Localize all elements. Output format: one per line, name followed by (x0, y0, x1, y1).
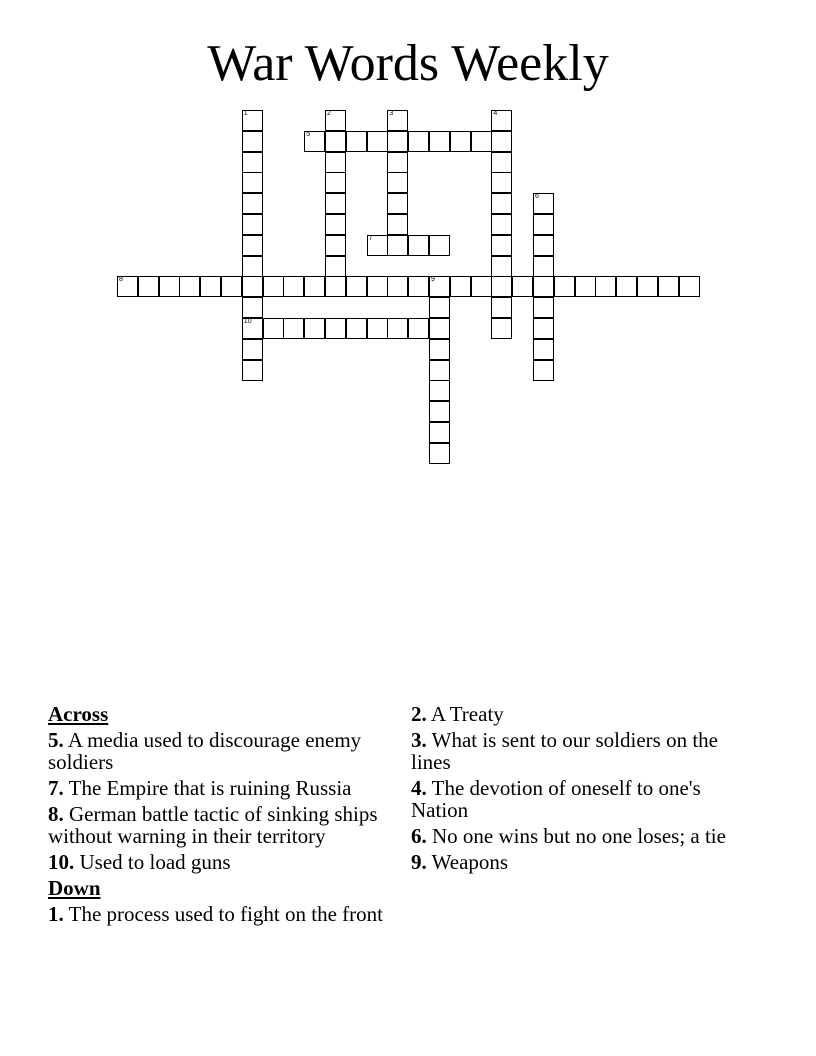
grid-cell[interactable] (325, 235, 346, 256)
grid-cell[interactable] (263, 318, 284, 339)
grid-cell[interactable] (387, 193, 408, 214)
grid-cell[interactable] (325, 152, 346, 173)
grid-cell[interactable] (242, 214, 263, 235)
grid-cell[interactable] (304, 318, 325, 339)
grid-cell[interactable] (325, 131, 346, 152)
grid-cell[interactable] (637, 276, 658, 297)
grid-cell[interactable] (491, 172, 512, 193)
grid-cell[interactable] (242, 110, 263, 131)
grid-cell[interactable] (138, 276, 159, 297)
grid-cell[interactable] (325, 214, 346, 235)
grid-cell[interactable] (346, 318, 367, 339)
grid-cell[interactable] (387, 276, 408, 297)
grid-cell[interactable] (242, 256, 263, 277)
down-heading: Down (48, 876, 101, 900)
cell-number: 5 (306, 130, 311, 138)
grid-cell[interactable] (325, 256, 346, 277)
grid-cell[interactable] (595, 276, 616, 297)
grid-cell[interactable] (304, 276, 325, 297)
grid-cell[interactable] (429, 297, 450, 318)
grid-cell[interactable] (387, 131, 408, 152)
grid-cell[interactable] (429, 235, 450, 256)
grid-cell[interactable] (117, 276, 138, 297)
cell-number: 8 (119, 276, 123, 284)
grid-cell[interactable] (242, 318, 263, 339)
grid-cell[interactable] (429, 131, 450, 152)
grid-cell[interactable] (491, 214, 512, 235)
cell-number: 3 (389, 110, 394, 117)
grid-cell[interactable] (367, 131, 388, 152)
grid-cell[interactable] (429, 401, 450, 422)
clue-down-1: 1. The process used to fight on the front (48, 902, 383, 926)
grid-cell[interactable] (429, 443, 450, 464)
grid-cell[interactable] (242, 297, 263, 318)
grid-cell[interactable] (408, 235, 429, 256)
clue-down-2: 2. A Treaty (411, 702, 504, 726)
grid-cell[interactable] (367, 276, 388, 297)
crossword-grid[interactable] (0, 0, 816, 480)
grid-cell[interactable] (242, 360, 263, 381)
grid-cell[interactable] (242, 152, 263, 173)
cell-number: 9 (431, 276, 435, 284)
clue-down-4: 4. The devotion of oneself to one's Nation (411, 776, 701, 822)
grid-cell[interactable] (200, 276, 221, 297)
grid-cell[interactable] (387, 318, 408, 339)
cell-number: 1 (243, 110, 248, 117)
grid-cell[interactable] (491, 318, 512, 339)
grid-cell[interactable] (450, 276, 471, 297)
grid-cell[interactable] (429, 380, 450, 401)
grid-cell[interactable] (325, 193, 346, 214)
grid-cell[interactable] (533, 193, 554, 214)
cell-number: 4 (493, 110, 498, 117)
grid-cell[interactable] (387, 235, 408, 256)
grid-cell[interactable] (242, 276, 263, 297)
grid-cell[interactable] (325, 110, 346, 131)
across-heading: Across (48, 702, 109, 726)
grid-cell[interactable] (221, 276, 242, 297)
grid-cell[interactable] (533, 235, 554, 256)
grid-cell[interactable] (429, 422, 450, 443)
grid-cell[interactable] (533, 339, 554, 360)
clue-down-6: 6. No one wins but no one loses; a tie (411, 824, 726, 848)
page-title: War Words Weekly (207, 35, 609, 92)
grid-cell[interactable] (491, 110, 512, 131)
grid-cell[interactable] (491, 297, 512, 318)
grid-cell[interactable] (533, 297, 554, 318)
grid-cell[interactable] (325, 318, 346, 339)
grid-cell[interactable] (533, 276, 554, 297)
grid-cell[interactable] (471, 276, 492, 297)
grid-cell[interactable] (616, 276, 637, 297)
grid-cell[interactable] (533, 256, 554, 277)
grid-cell[interactable] (283, 318, 304, 339)
grid-cell[interactable] (575, 276, 596, 297)
grid-cell[interactable] (387, 152, 408, 173)
grid-cell[interactable] (429, 276, 450, 297)
grid-cell[interactable] (491, 131, 512, 152)
clue-across-5: 5. A media used to discourage enemy soldiers (48, 728, 362, 774)
clue-down-9: 9. Weapons (411, 850, 509, 874)
clue-down-3: 3. What is sent to our soldiers on the lines (411, 728, 718, 774)
grid-cell[interactable] (325, 172, 346, 193)
clue-across-8: 8. German battle tactic of sinking ships without warning in their territory (48, 802, 378, 848)
clue-across-10: 10. Used to load guns (48, 850, 231, 874)
grid-cell[interactable] (554, 276, 575, 297)
grid-cell[interactable] (367, 235, 388, 256)
grid-cell[interactable] (491, 235, 512, 256)
grid-cell[interactable] (679, 276, 700, 297)
grid-cell[interactable] (304, 131, 325, 152)
cell-number: 10 (243, 318, 252, 325)
cell-number: 7 (368, 234, 373, 242)
cell-number: 6 (535, 193, 539, 201)
grid-cell[interactable] (429, 318, 450, 339)
cell-number: 2 (327, 110, 331, 117)
grid-cell[interactable] (242, 193, 263, 214)
grid-cell[interactable] (263, 276, 284, 297)
grid-cell[interactable] (429, 360, 450, 381)
grid-cell[interactable] (408, 276, 429, 297)
grid-cell[interactable] (533, 214, 554, 235)
grid-cell[interactable] (242, 172, 263, 193)
grid-cell[interactable] (159, 276, 180, 297)
grid-cell[interactable] (512, 276, 533, 297)
grid-cell[interactable] (533, 360, 554, 381)
grid-cell[interactable] (387, 172, 408, 193)
grid-cell[interactable] (491, 276, 512, 297)
grid-cell[interactable] (658, 276, 679, 297)
grid-cell[interactable] (408, 318, 429, 339)
grid-cell[interactable] (242, 339, 263, 360)
grid-cell[interactable] (346, 131, 367, 152)
clue-across-7: 7. The Empire that is ruining Russia (48, 776, 352, 800)
grid-cell[interactable] (408, 131, 429, 152)
grid-cell[interactable] (242, 235, 263, 256)
grid-cell[interactable] (450, 131, 471, 152)
grid-cell[interactable] (283, 276, 304, 297)
grid-cell[interactable] (491, 152, 512, 173)
grid-cell[interactable] (471, 131, 492, 152)
clues-left-column (48, 703, 408, 929)
grid-cell[interactable] (533, 318, 554, 339)
grid-cell[interactable] (346, 276, 367, 297)
grid-cell[interactable] (491, 193, 512, 214)
grid-cell[interactable] (179, 276, 200, 297)
grid-cell[interactable] (387, 214, 408, 235)
grid-cell[interactable] (242, 131, 263, 152)
grid-cell[interactable] (325, 276, 346, 297)
clues-right-column (411, 703, 751, 877)
grid-cell[interactable] (387, 110, 408, 131)
grid-cell[interactable] (367, 318, 388, 339)
grid-cell[interactable] (491, 256, 512, 277)
grid-cell[interactable] (429, 339, 450, 360)
